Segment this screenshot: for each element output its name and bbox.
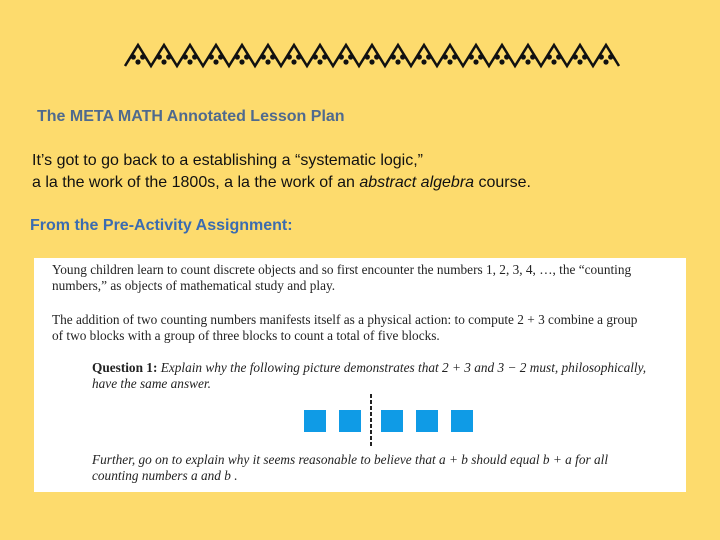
intro-line-2-italic: abstract algebra xyxy=(359,174,475,191)
zigzag-dot xyxy=(209,54,214,59)
zigzag-dot xyxy=(131,54,136,59)
zigzag-dot xyxy=(270,54,275,59)
zigzag-dot xyxy=(348,54,353,59)
zigzag-dot xyxy=(547,54,552,59)
lesson-title: The META MATH Annotated Lesson Plan xyxy=(37,108,345,125)
zigzag-dot xyxy=(192,54,197,59)
zigzag-dot xyxy=(339,54,344,59)
question-label: Question 1: xyxy=(92,360,158,375)
block xyxy=(416,410,438,432)
zigzag-dot xyxy=(452,54,457,59)
zigzag-dot xyxy=(400,54,405,59)
zigzag-dot xyxy=(166,54,171,59)
zigzag-dot xyxy=(244,54,249,59)
zigzag-dot xyxy=(525,59,530,64)
zigzag-dot xyxy=(447,59,452,64)
paragraph-1-line-1: Young children learn to count discrete objects and so first encounter the numbers 1, 2, 3, 4, …, the “counting xyxy=(52,262,632,277)
zigzag-dot xyxy=(187,59,192,64)
zigzag-dot xyxy=(322,54,327,59)
zigzag-dot xyxy=(218,54,223,59)
intro-line-2-end: course. xyxy=(474,174,531,191)
block xyxy=(304,410,326,432)
paragraph-1-line-2: numbers,” as objects of mathematical study and play. xyxy=(52,278,336,293)
zigzag-dot xyxy=(395,59,400,64)
section-label: From the Pre-Activity Assignment: xyxy=(30,217,293,234)
further-line-1: Further, go on to explain why it seems reasonable to believe that a + b should equal b + a for all xyxy=(92,452,609,467)
zigzag-dot xyxy=(556,54,561,59)
intro-text xyxy=(32,150,531,194)
paragraph-2-line-2: of two blocks with a group of three blocks to count a total of five blocks. xyxy=(52,328,440,343)
zigzag-dot xyxy=(608,54,613,59)
zigzag-dot xyxy=(369,59,374,64)
further-line-2: counting numbers a and b . xyxy=(92,468,238,483)
zigzag-dot xyxy=(391,54,396,59)
intro-line-1: It’s got to go back to a establishing a “systematic logic,” xyxy=(32,152,424,169)
zigzag-dot xyxy=(421,59,426,64)
zigzag-dot xyxy=(235,54,240,59)
zigzag-dot xyxy=(417,54,422,59)
zigzag-dot xyxy=(478,54,483,59)
block xyxy=(451,410,473,432)
question-1-line-1 xyxy=(92,360,678,376)
blocks-illustration xyxy=(304,394,474,446)
zigzag-dot xyxy=(343,59,348,64)
zigzag-dot xyxy=(183,54,188,59)
zigzag-dot xyxy=(291,59,296,64)
intro-line-2 xyxy=(32,172,531,194)
zigzag-dot xyxy=(473,59,478,64)
zigzag-dot xyxy=(582,54,587,59)
zigzag-dot xyxy=(551,59,556,64)
question-text: Explain why the following picture demonstrates that 2 + 3 and 3 − 2 must, philosophically, xyxy=(157,360,647,375)
paragraph-2-line-1: The addition of two counting numbers manifests itself as a physical action: to compute 2 + 3 combine a group xyxy=(52,312,638,327)
zigzag-dot xyxy=(317,59,322,64)
zigzag-dot xyxy=(495,54,500,59)
zigzag-dot xyxy=(140,54,145,59)
zigzag-dot xyxy=(443,54,448,59)
zigzag-dot xyxy=(157,54,162,59)
zigzag-dot xyxy=(499,59,504,64)
zigzag-dot xyxy=(135,59,140,64)
block xyxy=(339,410,361,432)
intro-line-2-start: a la the work of the 1800s, a la the work of an xyxy=(32,174,360,191)
zigzag-dot xyxy=(239,59,244,64)
decorative-zigzag-border xyxy=(120,38,620,72)
zigzag-dot xyxy=(504,54,509,59)
zigzag-dot xyxy=(213,59,218,64)
zigzag-dot xyxy=(599,54,604,59)
zigzag-dot xyxy=(296,54,301,59)
assignment-excerpt xyxy=(34,258,686,492)
zigzag-dot xyxy=(287,54,292,59)
zigzag-dot xyxy=(265,59,270,64)
block xyxy=(381,410,403,432)
zigzag-dot xyxy=(530,54,535,59)
zigzag-dot xyxy=(261,54,266,59)
zigzag-dot xyxy=(573,54,578,59)
zigzag-dot xyxy=(577,59,582,64)
zigzag-dot xyxy=(374,54,379,59)
zigzag-dot xyxy=(161,59,166,64)
zigzag-dot xyxy=(426,54,431,59)
zigzag-dot xyxy=(365,54,370,59)
zigzag-dot xyxy=(469,54,474,59)
zigzag-dot xyxy=(521,54,526,59)
zigzag-dot xyxy=(313,54,318,59)
zigzag-dot xyxy=(603,59,608,64)
question-1-line-2: have the same answer. xyxy=(92,376,211,391)
